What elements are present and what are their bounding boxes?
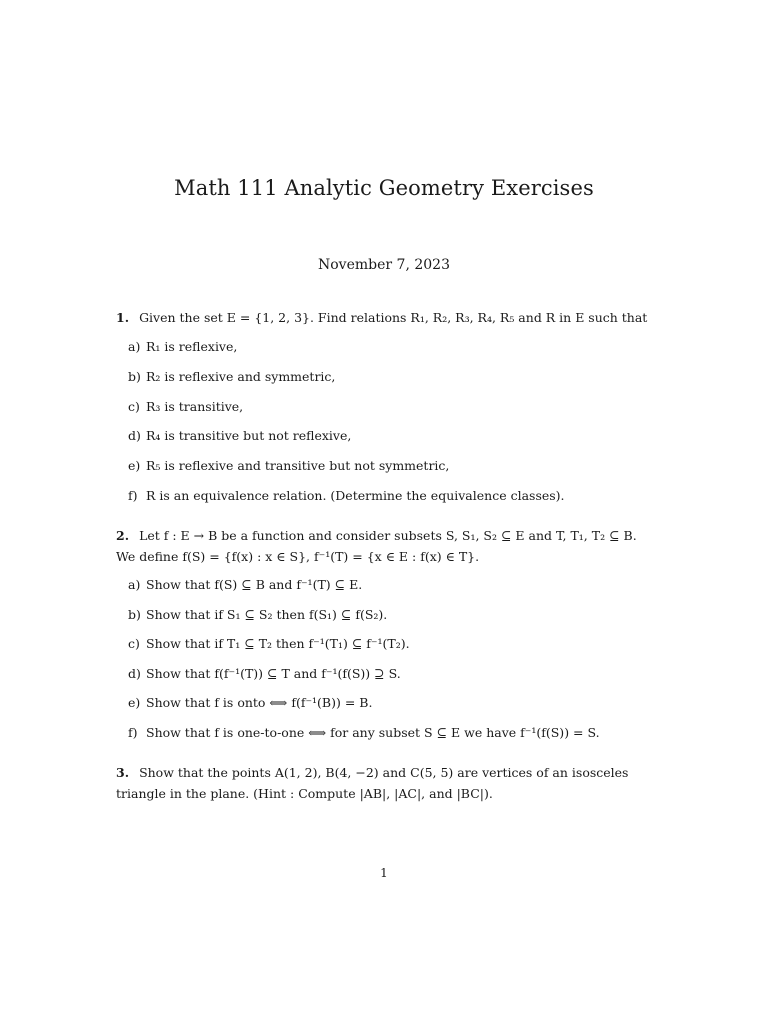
problem-number: 2.	[116, 528, 130, 543]
item-label: a)	[128, 339, 141, 354]
document-date: November 7, 2023	[318, 257, 450, 273]
item-text: Show that if T₁ ⊆ T₂ then f⁻¹(T₁) ⊆ f⁻¹(T₂).	[146, 636, 410, 651]
list-item	[128, 488, 565, 503]
list-item	[128, 399, 243, 414]
list-item	[128, 607, 387, 622]
problem-number: 1.	[116, 310, 130, 325]
problem-text: Show that the points A(1, 2), B(4, −2) and C(5, 5) are vertices of an isosceles triangle in the plane. (Hint : Compute |AB|, |AC|, and |BC|).	[116, 765, 629, 801]
problem-3	[116, 762, 656, 804]
list-item	[128, 636, 410, 651]
list-item	[128, 666, 401, 681]
problem-1	[116, 307, 656, 328]
page-title: Math 111 Analytic Geometry Exercises	[174, 176, 594, 200]
item-label: c)	[128, 399, 140, 414]
list-item	[128, 339, 237, 354]
item-text: R₁ is reflexive,	[146, 339, 238, 354]
list-item	[128, 428, 351, 443]
problem-text: Given the set E = {1, 2, 3}. Find relations R₁, R₂, R₃, R₄, R₅ and R in E such that	[139, 310, 648, 325]
problem-number: 3.	[116, 765, 130, 780]
item-text: R is an equivalence relation. (Determine the equivalence classes).	[146, 488, 565, 503]
problem-text: Let f : E → B be a function and consider subsets S, S₁, S₂ ⊆ E and T, T₁, T₂ ⊆ B. We define f(S) = {f(x) : x ∈ S}, f⁻¹(T) = {x ∈ E : f(x) ∈ T}.	[116, 528, 637, 564]
item-text: R₃ is transitive,	[146, 399, 244, 414]
list-item	[128, 577, 362, 592]
item-label: d)	[128, 428, 141, 443]
item-label: d)	[128, 666, 141, 681]
item-text: R₂ is reflexive and symmetric,	[146, 369, 336, 384]
list-item	[128, 695, 372, 710]
item-label: a)	[128, 577, 141, 592]
item-label: b)	[128, 607, 141, 622]
list-item	[128, 369, 335, 384]
item-label: b)	[128, 369, 141, 384]
item-label: c)	[128, 636, 140, 651]
problem-2	[116, 525, 656, 567]
item-text: R₄ is transitive but not reflexive,	[146, 428, 352, 443]
item-label: f)	[128, 488, 138, 503]
list-item	[128, 725, 600, 740]
item-label: e)	[128, 695, 141, 710]
item-text: Show that f is onto ⟺ f(f⁻¹(B)) = B.	[146, 695, 373, 710]
item-label: f)	[128, 725, 138, 740]
item-text: Show that f(f⁻¹(T)) ⊆ T and f⁻¹(f(S)) ⊇ S.	[146, 666, 401, 681]
item-text: R₅ is reflexive and transitive but not symmetric,	[146, 458, 450, 473]
item-text: Show that f is one-to-one ⟺ for any subset S ⊆ E we have f⁻¹(f(S)) = S.	[146, 725, 600, 740]
list-item	[128, 458, 449, 473]
page-number: 1	[380, 866, 388, 880]
item-text: Show that f(S) ⊆ B and f⁻¹(T) ⊆ E.	[146, 577, 363, 592]
item-text: Show that if S₁ ⊆ S₂ then f(S₁) ⊆ f(S₂).	[146, 607, 388, 622]
item-label: e)	[128, 458, 141, 473]
